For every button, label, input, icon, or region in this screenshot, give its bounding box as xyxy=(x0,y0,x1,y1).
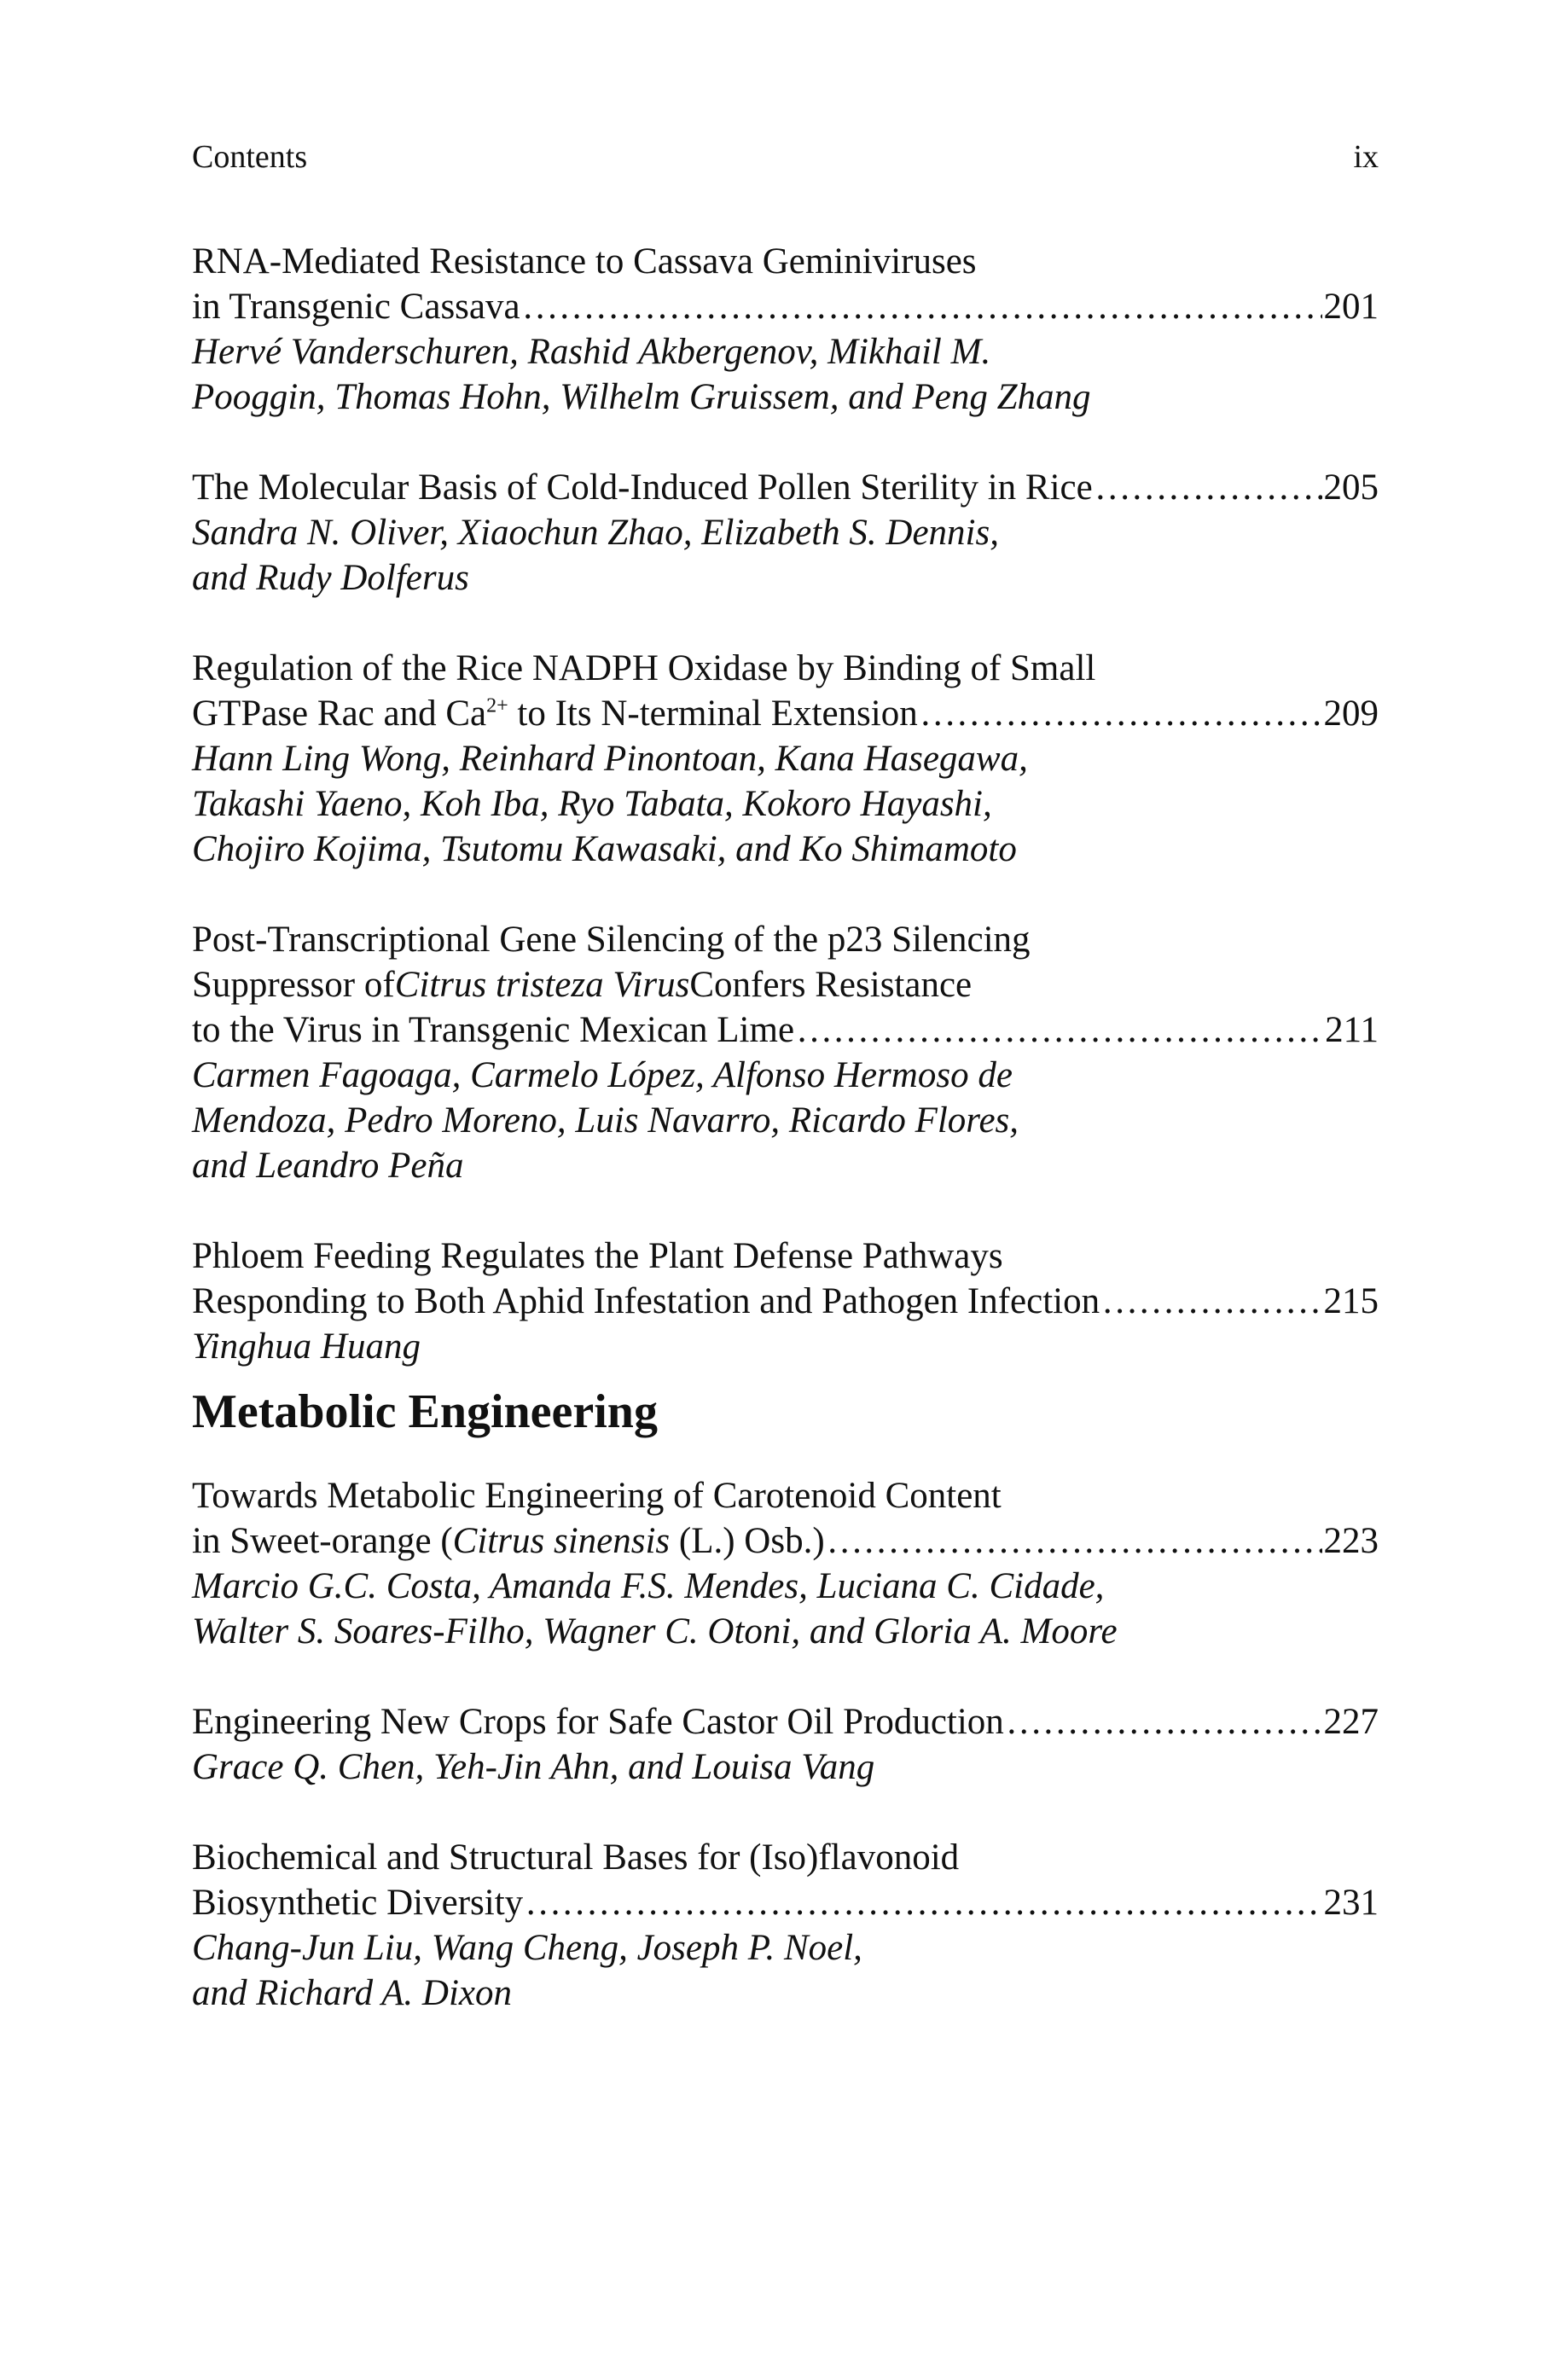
entry-page-number: 227 xyxy=(1323,1702,1379,1742)
superscript-charge: 2+ xyxy=(486,694,508,717)
species-name: Citrus tristeza Virus xyxy=(394,965,690,1005)
entry-page-number: 215 xyxy=(1323,1281,1379,1321)
entry-page-number: 231 xyxy=(1323,1883,1379,1923)
author-line: and Rudy Dolferus xyxy=(192,558,469,598)
toc-entry[interactable] xyxy=(192,465,1379,601)
entry-authors xyxy=(192,329,1379,420)
entry-authors xyxy=(192,510,1379,601)
dot-leader xyxy=(525,1880,1321,1925)
entry-authors xyxy=(192,736,1379,872)
author-line: Grace Q. Chen, Yeh-Jin Ahn, and Louisa Vang xyxy=(192,1747,875,1787)
section-heading: Metabolic Engineering xyxy=(192,1385,658,1438)
entry-authors xyxy=(192,1925,1379,2016)
dot-leader xyxy=(827,1518,1322,1564)
entry-page-number: 209 xyxy=(1323,694,1379,734)
author-line: Hann Ling Wong, Reinhard Pinontoan, Kana Hasegawa, xyxy=(192,739,1028,779)
toc-entry[interactable] xyxy=(192,1835,1379,2016)
dot-leader xyxy=(796,1007,1323,1053)
toc-entry[interactable] xyxy=(192,1699,1379,1790)
entry-title-line: to the Virus in Transgenic Mexican Lime xyxy=(192,1010,795,1050)
title-text: Suppressor of xyxy=(192,965,395,1005)
dot-leader xyxy=(1006,1699,1322,1744)
entry-title-line: Responding to Both Aphid Infestation and Pathogen Infection xyxy=(192,1281,1100,1321)
entry-leader-line xyxy=(192,1699,1379,1744)
entry-title-line: Towards Metabolic Engineering of Carotenoid Content xyxy=(192,1476,1002,1516)
title-text: (L.) Osb.) xyxy=(670,1521,825,1561)
toc-entry[interactable] xyxy=(192,1473,1379,1654)
entry-authors xyxy=(192,1564,1379,1654)
entry-title-line: Biosynthetic Diversity xyxy=(192,1883,524,1923)
entry-leader-line xyxy=(192,1880,1379,1925)
entry-title-line: in Transgenic Cassava xyxy=(192,287,520,327)
dot-leader xyxy=(1095,465,1322,510)
page-number: ix xyxy=(1353,139,1379,175)
entry-authors xyxy=(192,1053,1379,1188)
species-name: Citrus sinensis xyxy=(452,1521,671,1561)
entry-title-line xyxy=(192,962,1379,1007)
entry-authors xyxy=(192,1744,1379,1790)
running-head-title: Contents xyxy=(192,139,308,175)
entry-title-line: Post-Transcriptional Gene Silencing of the p23 Silencing xyxy=(192,920,1031,960)
author-line: Hervé Vanderschuren, Rashid Akbergenov, Mikhail M. xyxy=(192,332,991,372)
author-line: Chang-Jun Liu, Wang Cheng, Joseph P. Noel, xyxy=(192,1928,862,1968)
entry-title-line: Phloem Feeding Regulates the Plant Defense Pathways xyxy=(192,1236,1003,1276)
author-line: Takashi Yaeno, Koh Iba, Ryo Tabata, Kokoro Hayashi, xyxy=(192,784,992,824)
dot-leader xyxy=(1101,1279,1321,1324)
author-line: and Richard A. Dixon xyxy=(192,1973,513,2013)
entry-title-line: RNA-Mediated Resistance to Cassava Geminiviruses xyxy=(192,241,977,282)
author-line: Mendoza, Pedro Moreno, Luis Navarro, Ricardo Flores, xyxy=(192,1100,1019,1141)
entry-page-number: 205 xyxy=(1323,467,1379,508)
entry-page-number: 223 xyxy=(1323,1521,1379,1561)
entry-title-line xyxy=(192,1518,825,1564)
title-text: Confers Resistance xyxy=(689,965,973,1005)
author-line: Sandra N. Oliver, Xiaochun Zhao, Elizabeth S. Dennis, xyxy=(192,513,999,553)
entry-title-line: Regulation of the Rice NADPH Oxidase by Binding of Small xyxy=(192,648,1096,688)
entry-title-line: Engineering New Crops for Safe Castor Oil Production xyxy=(192,1702,1004,1742)
author-line: and Leandro Peña xyxy=(192,1146,464,1186)
entry-title-line xyxy=(192,691,918,736)
author-line: Marcio G.C. Costa, Amanda F.S. Mendes, Luciana C. Cidade, xyxy=(192,1566,1105,1606)
entry-leader-line xyxy=(192,1279,1379,1324)
title-text: in Sweet-orange ( xyxy=(192,1521,453,1561)
table-of-contents xyxy=(192,239,1379,2016)
dot-leader xyxy=(920,691,1322,736)
entry-page-number: 211 xyxy=(1325,1010,1379,1050)
title-text: GTPase Rac and Ca xyxy=(192,694,487,734)
entry-leader-line xyxy=(192,284,1379,329)
entry-title-line: The Molecular Basis of Cold-Induced Pollen Sterility in Rice xyxy=(192,467,1093,508)
author-line: Walter S. Soares-Filho, Wagner C. Otoni, and Gloria A. Moore xyxy=(192,1611,1118,1651)
dot-leader xyxy=(522,284,1322,329)
author-line: Pooggin, Thomas Hohn, Wilhelm Gruissem, and Peng Zhang xyxy=(192,377,1091,417)
title-text: to Its N-terminal Extension xyxy=(508,694,918,734)
toc-entry[interactable] xyxy=(192,917,1379,1188)
entry-leader-line xyxy=(192,465,1379,510)
entry-authors xyxy=(192,1324,1379,1369)
entry-leader-line xyxy=(192,1518,1379,1564)
author-line: Chojiro Kojima, Tsutomu Kawasaki, and Ko Shimamoto xyxy=(192,829,1017,869)
toc-entry[interactable] xyxy=(192,1234,1379,1369)
entry-leader-line xyxy=(192,1007,1379,1053)
toc-entry[interactable] xyxy=(192,646,1379,872)
author-line: Yinghua Huang xyxy=(192,1326,421,1367)
entry-leader-line xyxy=(192,691,1379,736)
entry-page-number: 201 xyxy=(1323,287,1379,327)
author-line: Carmen Fagoaga, Carmelo López, Alfonso Hermoso de xyxy=(192,1055,1013,1095)
entry-title-line: Biochemical and Structural Bases for (Iso)flavonoid xyxy=(192,1837,960,1878)
toc-entry[interactable] xyxy=(192,239,1379,420)
